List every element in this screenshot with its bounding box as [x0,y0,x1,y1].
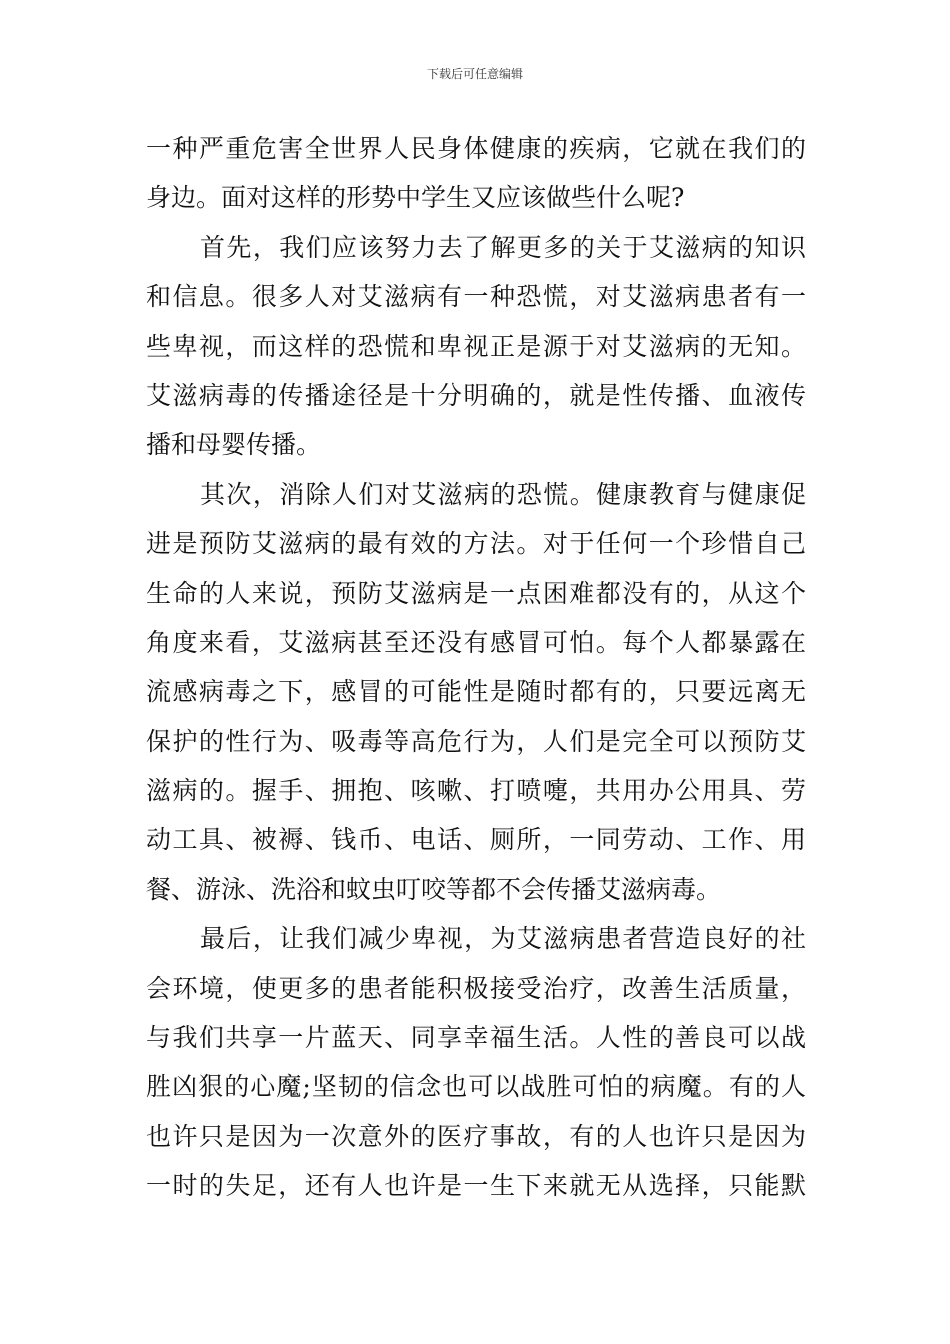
text-line: 播和母婴传播。 [146,430,322,460]
text-line: 其次，消除人们对艾滋病的恐慌。健康教育与健康促 [200,479,806,509]
text-line: 艾滋病毒的传播途径是十分明确的，就是性传播、血液传 [146,380,806,410]
text-line: 保护的性行为、吸毒等高危行为，人们是完全可以预防艾 [146,726,806,756]
text-line: 最后，让我们减少卑视，为艾滋病患者营造良好的社 [200,924,806,954]
text-line: 动工具、被褥、钱币、电话、厕所，一同劳动、工作、用 [146,825,806,855]
text-line: 一种严重危害全世界人民身体健康的疾病，它就在我们的 [146,134,806,163]
text-line: 一时的失足，还有人也许是一生下来就无从选择，只能默 [146,1171,806,1201]
text-line: 滋病的。握手、拥抱、咳嗽、打喷嚏，共用办公用具、劳 [146,776,806,806]
text-line: 身边。面对这样的形势中学生又应该做些什么呢? [146,183,685,213]
text-line: 些卑视，而这样的恐慌和卑视正是源于对艾滋病的无知。 [146,331,806,361]
text-line: 与我们共享一片蓝天、同享幸福生活。人性的善良可以战 [146,1023,806,1053]
text-line: 流感病毒之下，感冒的可能性是随时都有的，只要远离无 [146,677,806,707]
page-header: 下载后可任意编辑 [426,67,523,81]
document-body [146,124,806,1211]
text-line: 首先，我们应该努力去了解更多的关于艾滋病的知识 [200,232,806,262]
text-line: 胜凶狠的心魔;坚韧的信念也可以战胜可怕的病魔。有的人 [146,1072,806,1102]
text-line: 角度来看，艾滋病甚至还没有感冒可怕。每个人都暴露在 [146,627,806,657]
text-line: 会环境，使更多的患者能积极接受治疗，改善生活质量， [146,973,806,1003]
text-line: 餐、游泳、洗浴和蚊虫叮咬等都不会传播艾滋病毒。 [146,874,722,904]
text-line: 生命的人来说，预防艾滋病是一点困难都没有的，从这个 [146,578,806,608]
text-line: 进是预防艾滋病的最有效的方法。对于任何一个珍惜自己 [146,529,806,559]
text-line: 和信息。很多人对艾滋病有一种恐慌，对艾滋病患者有一 [146,282,806,312]
text-line: 也许只是因为一次意外的医疗事故，有的人也许只是因为 [146,1121,806,1151]
